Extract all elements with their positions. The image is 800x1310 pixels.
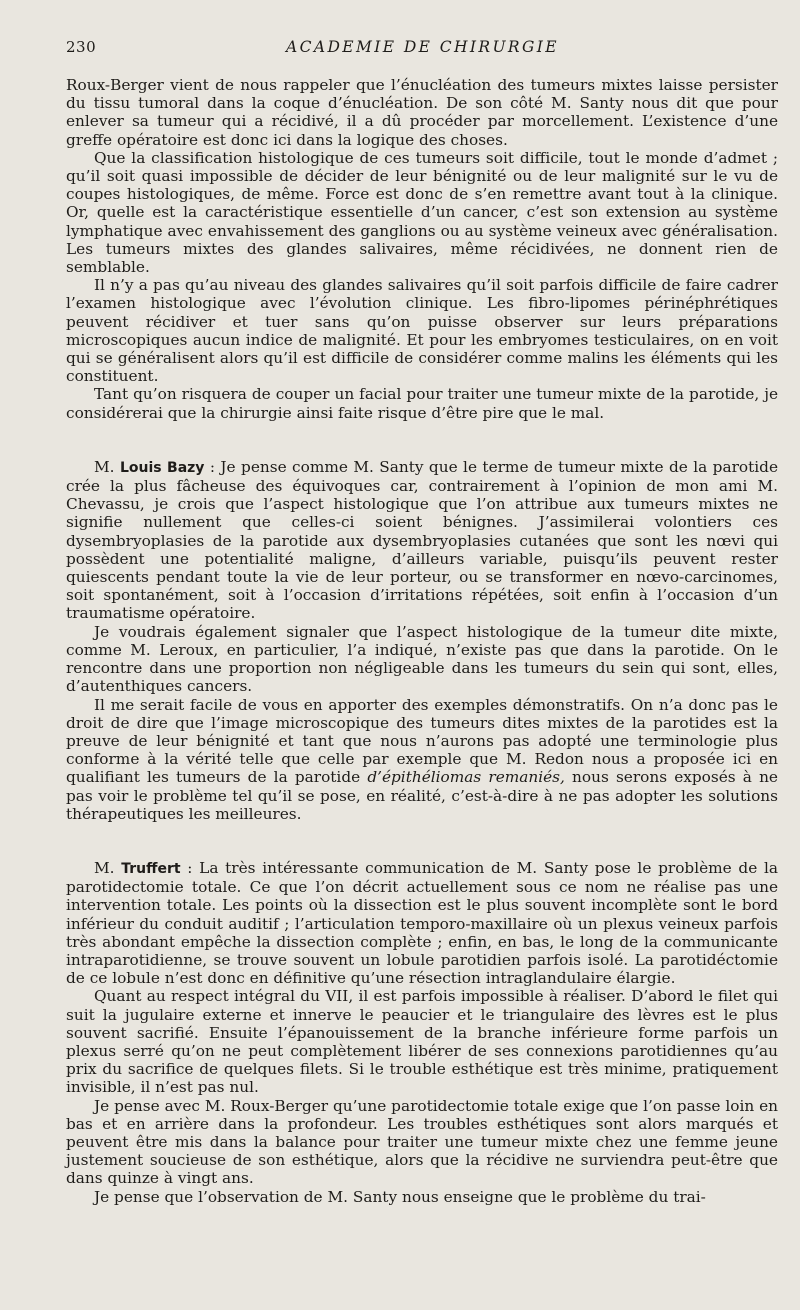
page-header [66, 38, 778, 60]
speaker-paragraph-truffert [66, 859, 778, 987]
speaker-paragraph-bazy [66, 458, 778, 623]
paragraph: Quant au respect intégral du VII, il est parfois impossible à réaliser. D’abord le filet qui suit la jugulaire externe et innerve le peaucier et le triangulaire des lèvres est le plus souvent sacrifié. Ensuite l’épanouissement de la branche inférieure forme parfois un plexus serré qu’on ne peut complètement libérer de ses connexions parotidiennes qu’au prix du sacrifice de quelques filets. Si le trouble esthétique est très minime, pratiquement invisible, il n’est pas nul. [66, 987, 778, 1097]
paragraph: Tant qu’on risquera de couper un facial pour traiter une tumeur mixte de la parotide, je considérerai que la chirurgie ainsi faite risque d’être pire que le mal. [66, 385, 778, 422]
paragraph-text: : La très intéressante communication de M. Santy pose le problème de la parotidectomie totale. Ce que l’on décrit actuellement sous ce nom ne réalise pas une intervention totale. Les points où la dissection est le plus souvent incomplète sont le bord inférieur du conduit auditif ; l’articulation temporo-maxillaire où un plexus veineux parfois très abondant empêche la dissection complète ; enfin, en bas, le long de la communicante intraparotidienne, se trouve souvent un lobule parotidien parfois isolé. La parotidéctomie de ce lobule n’est donc en définitive qu’une résection intraglandulaire élargie. [66, 858, 778, 988]
paragraph-text: Il me serait facile de vous en apporter des exemples démonstratifs. On n’a donc pas le droit de dire que l’image microscopique des tumeurs dites mixtes de la parotides est la preuve de leur bénignité et tant que nous n’aurons pas adopté une terminologie plus conforme à la vérité telle que celle par exemple que M. Redon nous a proposée ici en qualifiant les tumeurs de la parotide [66, 695, 778, 787]
italic-term: d’épithéliomas remaniés, [367, 768, 565, 787]
paragraph: Je voudrais également signaler que l’aspect histologique de la tumeur dite mixte, comme M. Leroux, en particulier, l’a indiqué, n’existe pas que dans la parotide. On le rencontre dans une proportion non négligeable dans les tumeurs du sein qui sont, elles, d’autenthiques cancers. [66, 622, 778, 696]
paragraph: Il n’y a pas qu’au niveau des glandes salivaires qu’il soit parfois difficile de faire cadrer l’examen histologique avec l’évolution clinique. Les fibro-lipomes périnéphrétiques peuvent récidiver et tuer sans qu’on puisse observer sur leurs préparations microscopiques aucun indice de malignité. Et pour les embryomes testiculaires, on en voit qui se généralisent alors qu’il est difficile de considérer comme malins les éléments qui les constituent. [66, 276, 778, 386]
paragraph [66, 696, 778, 823]
speaker-prefix: M. [94, 457, 120, 476]
paragraph-text: : Je pense comme M. Santy que le terme de tumeur mixte de la parotide crée la plus fâcheuse des équivoques car, contrairement à l’opinion de mon ami M. Chevassu, je crois que l’aspect histologique que l’on attribue aux tumeurs mixtes ne signifie nullement que celles-ci soient bénignes. J’assimilerai volontiers ces dysembryoplasies de la parotide aux dysembryoplasies cutanées que sont les nœvi qui possèdent une potentialité maligne, d’ailleurs variable, puisqu’ils peuvent rester quiescents pendant toute la vie de leur porteur, ou se transformer en nœvo-carcinomes, soit spontanément, soit à l’occasion d’irritations répétées, soit enfin à l’occasion d’un traumatisme opératoire. [66, 457, 779, 623]
paragraph: Roux-Berger vient de nous rappeler que l’énucléation des tumeurs mixtes laisse persister du tissu tumoral dans la coque d’énucléation. De son côté M. Santy nous dit que pour enlever sa tumeur qui a récidivé, il a dû procéder par morcellement. L’existence d’une greffe opératoire est donc ici dans la logique des choses. [66, 76, 778, 149]
page-number: 230 [66, 38, 97, 56]
paragraph: Je pense que l’observation de M. Santy nous enseigne que le problème du trai- [94, 1187, 706, 1206]
paragraph-text: nous serons exposés à ne pas voir le problème tel qu’il se pose, en réalité, c’est-à-dire à ne pas adopter les solutions thérapeutiques les meilleures. [66, 768, 778, 823]
speaker-name: Louis Bazy [119, 459, 205, 476]
page-body [66, 76, 778, 1206]
paragraph: Que la classification histologique de ces tumeurs soit difficile, tout le monde d’admet ; qu’il soit quasi impossible de décider de leur bénignité ou de leur malignité sur le vu de coupes histologiques, de même. Force est donc de s’en remettre avant tout à la clinique. Or, quelle est la caractéristique essentielle d’un cancer, c’est son extension au système lymphatique avec envahissement des ganglions ou au système veineux avec généralisation. Les tumeurs mixtes des glandes salivaires, même récidivées, ne donnent rien de semblable. [66, 148, 778, 277]
speaker-prefix: M. [94, 858, 122, 877]
speaker-name: Truffert [121, 860, 181, 877]
paragraph: Je pense avec M. Roux-Berger qu’une parotidectomie totale exige que l’on passe loin en bas et en arrière dans la profondeur. Les troubles esthétiques sont alors marqués et peuvent être mis dans la balance pour traiter une tumeur mixte chez une femme jeune justement soucieuse de son esthétique, alors que la récidive ne surviendra peut-être que dans quinze à vingt ans. [66, 1096, 778, 1188]
running-title: ACADEMIE DE CHIRURGIE [286, 38, 560, 56]
